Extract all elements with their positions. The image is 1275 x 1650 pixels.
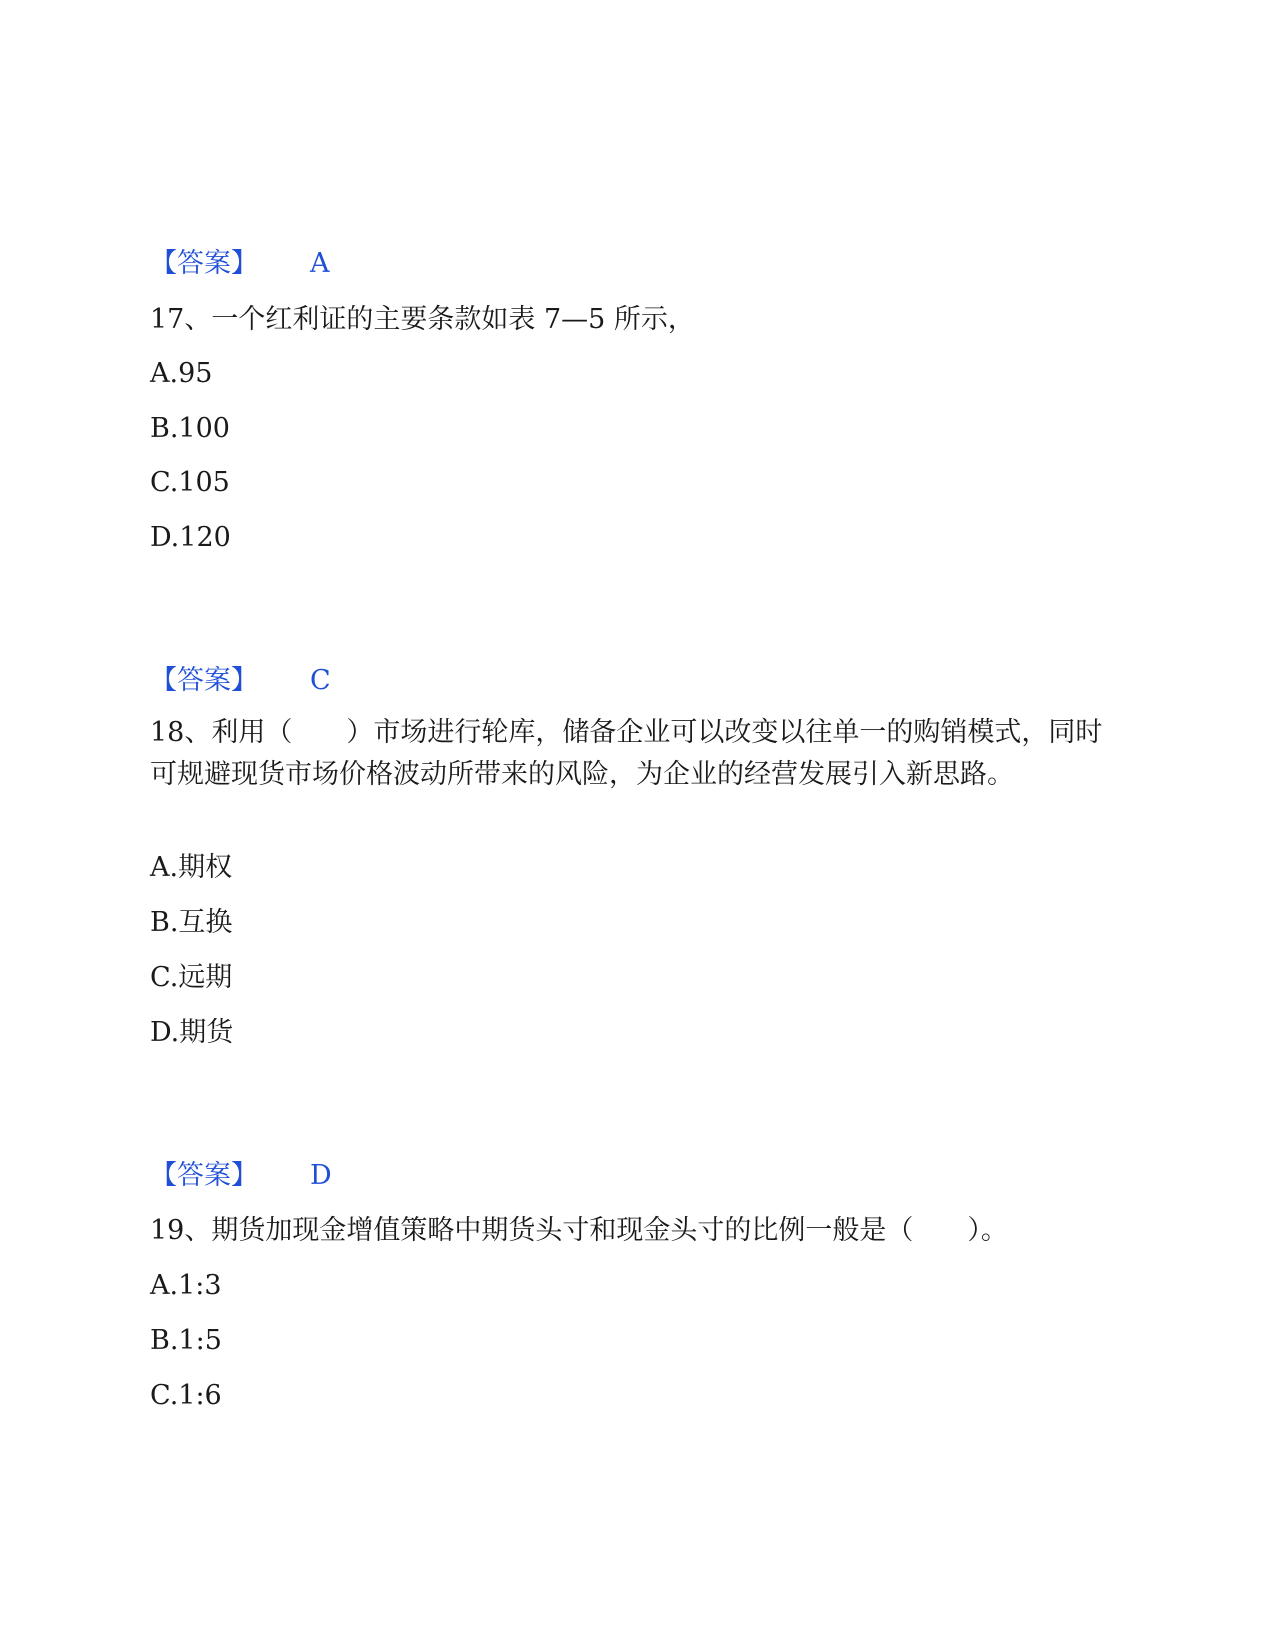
question-18-option-d: D.期货 — [150, 1017, 234, 1048]
question-19-stem: 19、期货加现金增值策略中期货头寸和现金头寸的比例一般是（ ）。 — [150, 1215, 1008, 1246]
answer-label: 【答案】 — [150, 665, 258, 696]
answer-label: 【答案】 — [150, 248, 258, 279]
answer-line — [150, 248, 330, 280]
question-19-option-b: B.1:5 — [150, 1325, 222, 1356]
question-17-option-c: C.105 — [150, 467, 230, 498]
question-18-option-a: A.期权 — [150, 852, 233, 883]
answer-value: C — [310, 665, 331, 696]
answer-value: A — [310, 248, 330, 279]
question-19-option-c: C.1:6 — [150, 1380, 222, 1411]
question-18-option-b: B.互换 — [150, 907, 233, 938]
question-17-option-d: D.120 — [150, 522, 231, 553]
answer-line — [150, 1160, 332, 1192]
question-18-stem: 18、利用（ ）市场进行轮库，储备企业可以改变以往单一的购销模式，同时可规避现货市场价格波动所带来的风险，为企业的经营发展引入新思路。 — [150, 717, 1103, 790]
question-17-option-a: A.95 — [150, 358, 213, 389]
answer-label: 【答案】 — [150, 1160, 258, 1191]
question-19-option-a: A.1:3 — [150, 1270, 222, 1301]
answer-line — [150, 665, 331, 697]
answer-value: D — [310, 1160, 332, 1191]
question-18-option-c: C.远期 — [150, 962, 233, 993]
question-17-stem: 17、一个红利证的主要条款如表 7—5 所示， — [150, 304, 695, 335]
question-17-option-b: B.100 — [150, 413, 230, 444]
